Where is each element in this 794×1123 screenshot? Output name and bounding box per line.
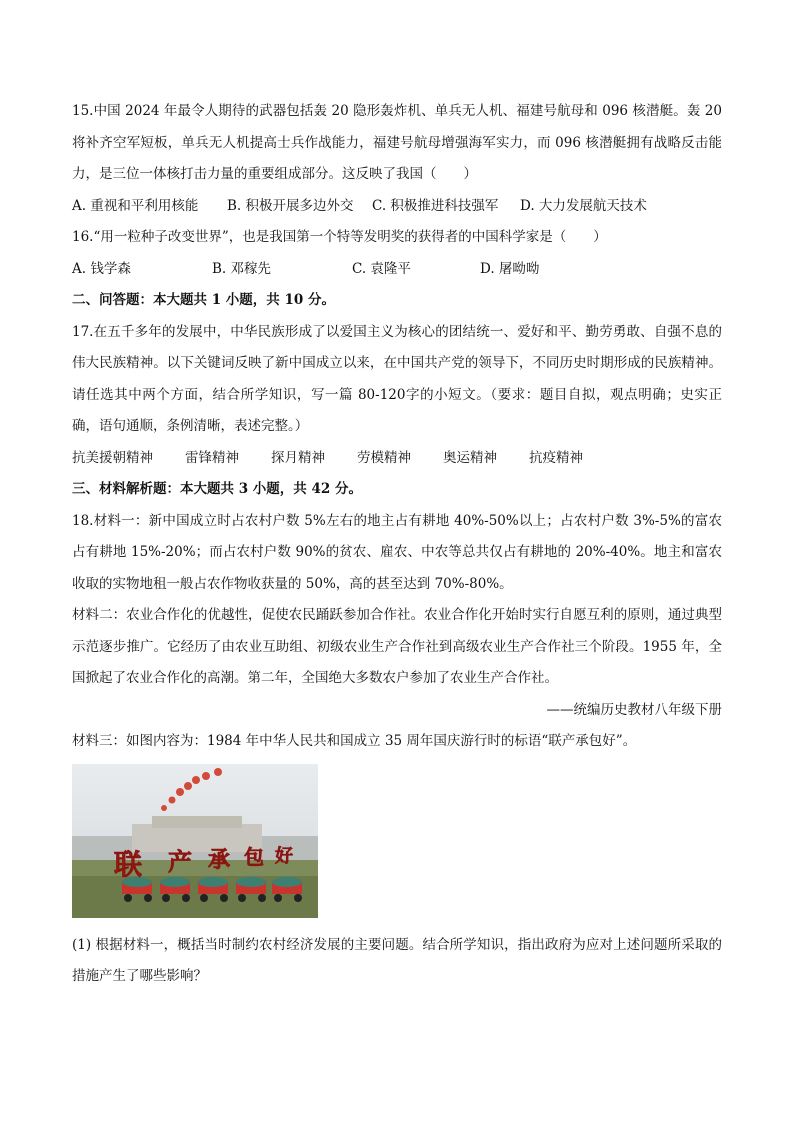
q18-source: ——统编历史教材八年级下册 bbox=[546, 701, 722, 718]
exam-page bbox=[72, 96, 722, 993]
q16-option-d: D. 屠呦呦 bbox=[480, 260, 540, 277]
q15-option-c: C. 积极推进科技强军 bbox=[372, 197, 499, 214]
banner-char-3: 承 bbox=[208, 847, 231, 873]
keyword-4: 劳模精神 bbox=[357, 449, 411, 466]
parade-photo bbox=[72, 764, 318, 918]
banner-char-1: 联 bbox=[114, 847, 143, 881]
section2-heading: 二、问答题：本大题共 1 小题，共 10 分。 bbox=[72, 292, 335, 308]
keyword-6: 抗疫精神 bbox=[529, 449, 583, 466]
q16-option-b: B. 邓稼先 bbox=[212, 260, 272, 277]
q15-option-b: B. 积极开展多边外交 bbox=[227, 197, 354, 214]
q15-option-a: A. 重视和平利用核能 bbox=[72, 197, 199, 214]
q17-stem: 17.在五千多年的发展中，中华民族形成了以爱国主义为核心的团结统一、爱好和平、勤劳勇敢、自强不息的伟大民族精神。以下关键词反映了新中国成立以来，在中国共产党的领导下，不同历史时期形成的民族精神。请任选其中两个方面，结合所学知识，写一篇 80-120字的小短文。（要求：题目自拟，观点明确；史实正确，语句通顺，条例清晰，表述完整。） bbox=[72, 323, 722, 434]
keyword-5: 奥运精神 bbox=[443, 449, 497, 466]
q18-material3: 材料三：如图内容为：1984 年中华人民共和国成立 35 周年国庆游行时的标语“联产承包好”。 bbox=[72, 733, 637, 749]
q15-option-d: D. 大力发展航天技术 bbox=[520, 197, 647, 214]
banner-char-4: 包 bbox=[244, 844, 264, 869]
q16-option-a: A. 钱学森 bbox=[72, 260, 131, 277]
banner-char-5: 好 bbox=[275, 845, 293, 867]
q17-keywords bbox=[72, 443, 722, 475]
keyword-1: 抗美援朝精神 bbox=[72, 449, 153, 466]
banner-char-2: 产 bbox=[168, 847, 192, 876]
keyword-3: 探月精神 bbox=[271, 449, 325, 466]
q18-material2: 材料二：农业合作化的优越性，促使农民踊跃参加合作社。农业合作化开始时实行自愿互利的原则，通过典型示范逐步推广。它经历了由农业互助组、初级农业生产合作社到高级农业生产合作社三个阶段。1955 年，全国掀起了农业合作化的高潮。第二年，全国绝大多数农户参加了农业生产合作社。 bbox=[72, 607, 722, 686]
q16-option-c: C. 袁隆平 bbox=[352, 260, 411, 277]
section3-heading: 三、材料解析题：本大题共 3 小题，共 42 分。 bbox=[72, 481, 362, 497]
keyword-2: 雷锋精神 bbox=[185, 449, 239, 466]
q18-material1: 18.材料一：新中国成立时占农村户数 5%左右的地主占有耕地 40%-50%以上；占农村户数 3%-5%的富农占有耕地 15%-20%；而占农村户数 90%的贫农、雇农、中农等总共仅占有耕地的 20%-40%。地主和富农收取的实物地租一般占农作物收获量的 50%，高的甚至达到 70%-80%。 bbox=[72, 512, 722, 592]
q18-subquestion-1: (1) 根据材料一，概括当时制约农村经济发展的主要问题。结合所学知识，指出政府为应对上述问题所采取的措施产生了哪些影响？ bbox=[72, 936, 722, 984]
parade-photo-drawing bbox=[72, 764, 318, 918]
q15-options bbox=[72, 191, 722, 223]
q15-stem: 15.中国 2024 年最令人期待的武器包括轰 20 隐形轰炸机、单兵无人机、福建号航母和 096 核潜艇。轰 20 将补齐空军短板，单兵无人机提高士兵作战能力，福建号航母增强海军实力，而 096 核潜艇拥有战略反击能力，是三位一体核打击力量的重要组成部分。这反映了我国（ ） bbox=[72, 103, 722, 182]
q16-stem: 16.“用一粒种子改变世界”，也是我国第一个特等发明奖的获得者的中国科学家是（ ） bbox=[72, 229, 607, 245]
q16-options bbox=[72, 254, 722, 286]
